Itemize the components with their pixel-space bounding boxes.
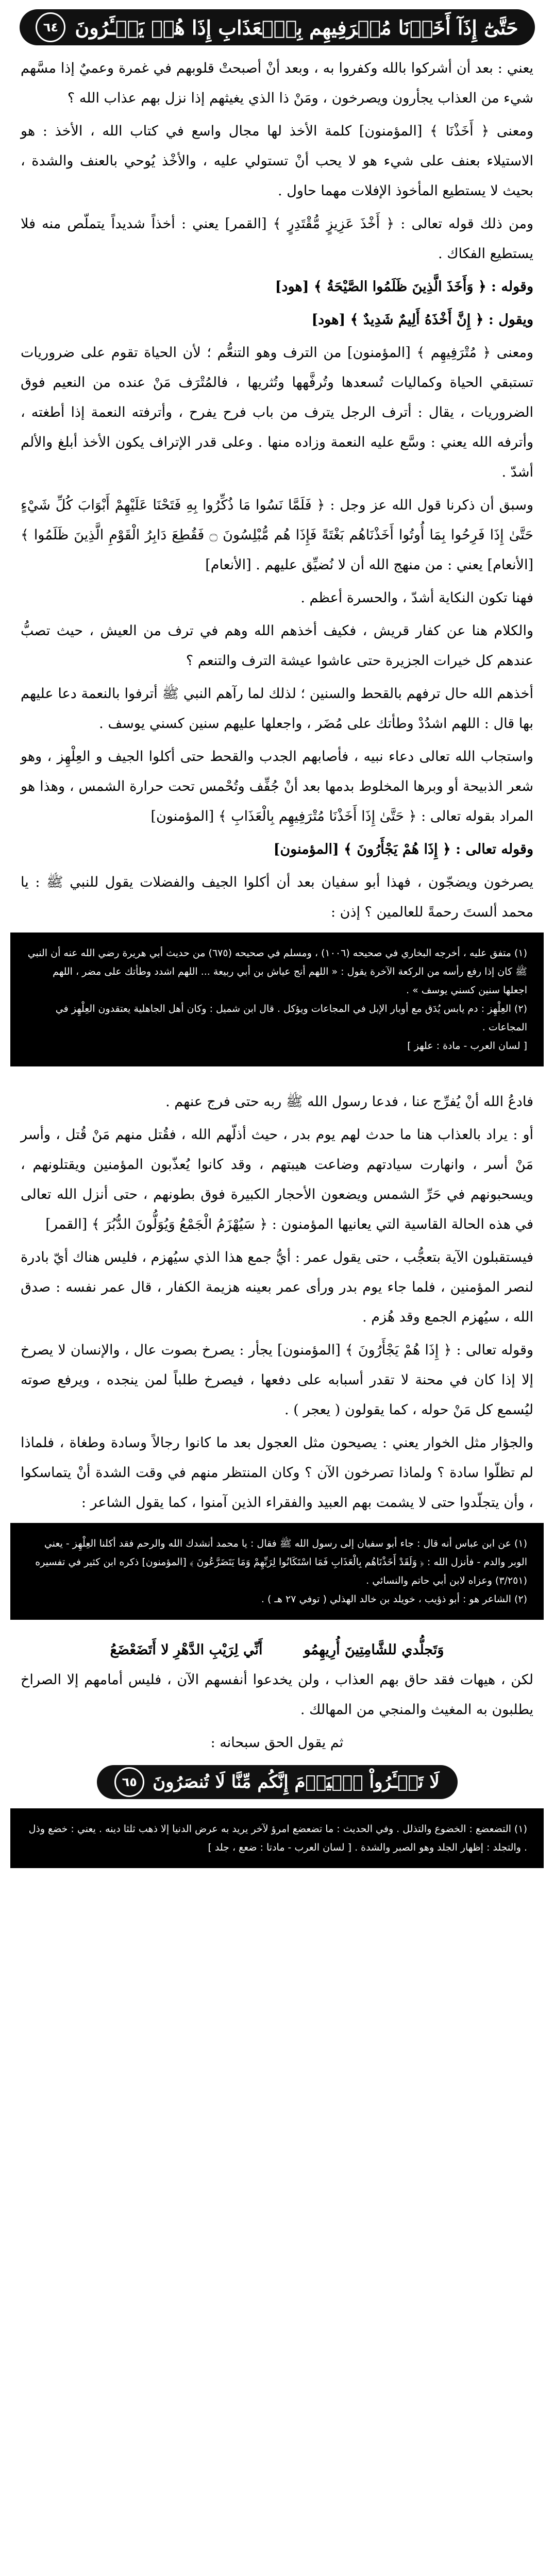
- footnote: (١) التضعضع : الخضوع والتذلل . وفي الحديث : ما تضعضع امرؤ لآخر يريد به عرض الدنيا إلا ذهب ثلثا دينه . يعني : خضع وذل . والتجلد : إظهار الجلد وهو الصبر والشدة . [ لسان العرب - مادتا : ضعع ، جلد ]: [28, 1823, 527, 1853]
- commentary-section-1: [0, 45, 554, 927]
- paragraph: يصرخون ويضجّون ، فهذا أبو سفيان بعد أن أكلوا الجيف والفضلات يقول للنبي ﷺ : يا محمد ألستَ رحمةً للعالمين ؟ إذن :: [21, 874, 533, 920]
- paragraph: أخذهم الله حال ترفهم بالقحط والسنين ؛ لذلك لما رآهم النبي ﷺ أترفوا بالنعمة دعا عليهم بها قال : اللهم اشدُدْ وطأتك على مُضَر ، واجعلها عليهم سنين كسني يوسف .: [21, 686, 533, 732]
- paragraph: وسبق أن ذكرنا قول الله عز وجل : ﴿ فَلَمَّا نَسُوا مَا ذُكِّرُوا بِهِ فَتَحْنَا عَلَيْهِمْ أَبْوَابَ كُلِّ شَيْءٍ حَتَّىٰ إِذَا فَرِحُوا بِمَا أُوتُوا أَخَذْنَاهُم بَغْتَةً فَإِذَا هُم مُّبْلِسُونَ ۝ فَقُطِعَ دَابِرُ الْقَوْمِ الَّذِينَ ظَلَمُوا ﴾ [الأنعام] يعني : من منهج الله أن لا نُضيِّق عليهم . [الأنعام]: [21, 497, 533, 573]
- footnotes-block-1: [10, 933, 544, 1066]
- ayah-text: لَا تَجۡـَٔرُواْ ٱلۡيَوۡمَ إِنَّكُم مِّنَّا لَا تُنصَرُونَ: [153, 1772, 440, 1792]
- paragraph: ومن ذلك قوله تعالى : ﴿ أَخْذَ عَزِيزٍ مُّقْتَدِرٍ ﴾ [القمر] يعني : أخذاً شديداً يتملّص منه فلا يستطيع الفكاك .: [21, 216, 533, 262]
- paragraph: لكن ، هيهات فقد حاق بهم العذاب ، ولن يخدعوا أنفسهم الآن ، فليس أمامهم إلا الصراخ يطلبون به المغيث والمنجي من المهالك .: [21, 1672, 533, 1718]
- ayah-banner-64: [20, 9, 535, 45]
- paragraph: والجؤار مثل الخوار يعني : يصيحون مثل العجول بعد ما كانوا رجالاً وسادة وطغاة ، فلماذا لم تظلّوا سادة ؟ ولماذا تصرخون الآن ؟ وكان المنتظر منهم في وقت الشدة أنْ يتماسكوا ، وأن يتجلّدوا حتى لا يشمت بهم العبيد والفقراء الذين آمنوا ، كما يقول الشاعر :: [21, 1435, 533, 1511]
- poem-hemistich-first: وَتَجلُّدي للشَّامِتِينَ أُرِيهِمُو: [304, 1642, 444, 1658]
- footnotes-block-3: [10, 1808, 544, 1868]
- ayah-text: حَتَّىٰٓ إِذَآ أَخَذۡنَا مُتۡرَفِيهِم بِٱلۡعَذَابِ إِذَا هُمۡ يَجۡـَٔرُونَ: [75, 15, 518, 39]
- paragraph: وقوله تعالى : ﴿ إِذَا هُمْ يَجْأَرُونَ ﴾ [المؤمنون] يجأر : يصرخ بصوت عال ، والإنسان لا يصرخ إلا إذا كان في محنة لا تقدر أسبابه على دفعها ، فيصرخ طلباً لمن ينجده ، ويرفع صوته ليُسمع كل مَنْ حوله ، كما يقولون ( يعجر ) .: [21, 1342, 533, 1418]
- paragraph: واستجاب الله تعالى دعاء نبيه ، فأصابهم الجدب والقحط حتى أكلوا الجيف و العِلْهِز ، وهو شعر الذبيحة أو وبرها المخلوط بدمها بعد أنْ جُفِّف وتُحْمس تحت حرارة الشمس ، وهذا هو المراد بقوله تعالى : ﴿ حَتَّىٰ إِذَا أَخَذْنَا مُتْرَفِيهِم بِالْعَذَابِ ﴾ [المؤمنون]: [21, 749, 533, 824]
- footnote: (١) متفق عليه ، أخرجه البخاري في صحيحه (١٠٠٦) ، ومسلم في صحيحه (٦٧٥) من حديث أبي هريرة رضي الله عنه أن النبي ﷺ كان إذا رفع رأسه من الركعة الآخرة يقول : « اللهم أنج عياش بن أبي ربيعة ... اللهم اشدد وطأتك على مضر ، اللهم اجعلها سنين كسني يوسف » .: [27, 947, 527, 996]
- commentary-section-2: [0, 1066, 554, 1518]
- quran-quote: وقوله تعالى : ﴿ إِذَا هُمْ يَجْأَرُونَ ﴾ [المؤمنون]: [273, 841, 533, 857]
- footnote: (٢) العِلْهِز : دم يابس يُدَق مع أوبار الإبل في المجاعات ويؤكل . قال ابن شميل : وكان أهل الجاهلية يعتقدون العِلْهِز في المجاعات .: [55, 1003, 527, 1033]
- paragraph: يعني : بعد أن أشركوا بالله وكفروا به ، وبعد أنْ أصبحتْ قلوبهم في غمرة وعميٌ إذا مسَّهم شيء من العذاب يجأرون ويصرخون ، ومَنْ ذا الذي يغيثهم إذا نزل بهم عذاب الله ؟: [21, 60, 533, 106]
- quran-quote: وقوله : ﴿ وَأَخَذَ الَّذِينَ ظَلَمُوا الصَّيْحَةُ ﴾ [هود]: [275, 279, 533, 295]
- footnotes-block-2: [10, 1523, 544, 1620]
- paragraph: فيستقبلون الآية بتعجُّب ، حتى يقول عمر : أيُّ جمع هذا الذي سيُهزم ، فليس هناك أيّ بادرة لنصر المؤمنين ، فلما جاء يوم بدر ورأى عمر بعينه هزيمة الكفار ، قال عمر نفسه : صدق الله ، سيُهزم الجمع وقد هُزم .: [21, 1249, 533, 1325]
- footnote: (٢) الشاعر هو : أبو ذؤيب ، خويلد بن خالد الهذلي ( توفي ٢٧ هـ ) .: [261, 1594, 527, 1605]
- footnote: (١) عن ابن عباس أنه قال : جاء أبو سفيان إلى رسول الله ﷺ فقال : يا محمد أنشدك الله والرحم فقد أكلنا العِلْهِز - يعني الوبر والدم - فأنزل الله : ﴿ وَلَقَدْ أَخَذْنَاهُم بِالْعَذَابِ فَمَا اسْتَكَانُوا لِرَبِّهِمْ وَمَا يَتَضَرَّعُونَ ﴾ [المؤمنون] ذكره ابن كثير في تفسيره (٣/٢٥١) وعزاه لابن أبي حاتم والنسائي .: [35, 1538, 527, 1586]
- ayah-number-badge: ٦٥: [114, 1767, 144, 1797]
- paragraph: ثم يقول الحق سبحانه :: [210, 1735, 344, 1751]
- poem-verse: [21, 1635, 533, 1665]
- paragraph: والكلام هنا عن كفار قريش ، فكيف أخذهم الله وهم في ترف من العيش ، حيث تصبُّ عندهم كل خيرات الجزيرة حتى عاشوا عيشة الترف والتنعم ؟: [21, 623, 533, 669]
- paragraph: فهنا تكون النكاية أشدّ ، والحسرة أعظم .: [300, 590, 533, 606]
- paragraph: فادعُ الله أنْ يُفرِّج عنا ، فدعا رسول الله ﷺ ربه حتى فرج عنهم .: [165, 1094, 533, 1110]
- paragraph: أو : يراد بالعذاب هنا ما حدث لهم يوم بدر ، حيث أذلّهم الله ، فقُتل منهم مَنْ قُتل ، وأسر مَنْ أسر ، وانهارت سيادتهم وضاعت هيبتهم ، وقد كانوا يُعذّبون المؤمنين ويقتلونهم ، ويسحبونهم في حَرِّ الشمس ويضعون الأحجار الكبيرة فوق بطونهم ، حتى أنزل الله تعالى في هذه الحالة القاسية التي يعانيها المؤمنون : ﴿ سَيُهْزَمُ الْجَمْعُ وَيُوَلُّونَ الدُّبُرَ ﴾ [القمر]: [21, 1127, 533, 1232]
- paragraph: ومعنى ﴿ أَخَذْنَا ﴾ [المؤمنون] كلمة الأخذ لها مجال واسع في كتاب الله ، الأخذ : هو الاستيلاء بعنف على شيء هو لا يحب أنْ تستولي عليه ، والأخْذ يُوحي بالعنف والشدة ، بحيث لا يستطيع المأخوذ الإفلات مهما حاول .: [21, 123, 533, 199]
- quran-quote: ويقول : ﴿ إِنَّ أَخْذَهُ أَلِيمٌ شَدِيدٌ ﴾ [هود]: [311, 312, 533, 328]
- paragraph: ومعنى ﴿ مُتْرَفِيهِم ﴾ [المؤمنون] من الترف وهو التنعُّم ؛ لأن الحياة تقوم على ضروريات تستبقي الحياة وكماليات تُسعدها وتُرفَّهها وتُثريها ، فالمُتْرَف مَنْ عنده من النعيم فوق الضروريات ، يقال : أترف الرجل يترف من باب فرح يفرح ، وأترفته النعمة إذا أطغته ، وأترفه الله يعني : وسَّع عليه النعمة وزاده منها . وعلى قدر الإتراف يكون الأخذ أبلغ والألم أشدّ .: [21, 345, 533, 480]
- ayah-banner-65: [97, 1765, 458, 1799]
- ayah-number-badge: ٦٤: [36, 12, 65, 42]
- commentary-section-3: [0, 1620, 554, 1758]
- footnote-source: [ لسان العرب - مادة : علهز ]: [407, 1040, 527, 1052]
- poem-hemistich-second: أَنِّي لِرَيْبِ الدَّهْرِ لا أَتَضَعْضَعُ: [110, 1642, 263, 1658]
